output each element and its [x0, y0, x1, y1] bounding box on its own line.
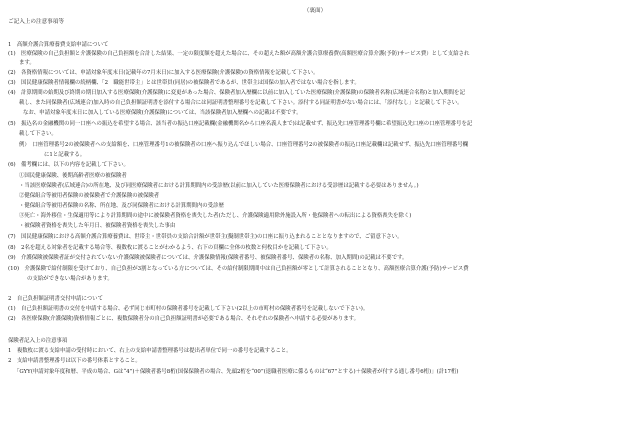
section-1-line: (9) 介護保険被保険者証が交付されていない介護保険被保険者については、介護保険情報(保険者番号、被保険者番号、保険者の名称、加入期間)の記載は不要です。	[8, 255, 408, 261]
section-1-line: 載し、また同保険者(広域連合)加入時の自己負担額証明書を添付する場合には同証明書整理番号を記載して下さい。添付する同証明書がない場合には、「添付なし」と記載して下さい。	[19, 100, 463, 106]
section-3-heading: 保険者記入上の注意事項	[8, 338, 68, 344]
section-1-line: (4) 計算期間の始期及び終期の期日加入する医療保険(介護保険)に変更があった場合、保険者加入歴欄に以前に加入していた医療保険(介護保険)の保険者名称(広域連合名称)と加入期間を記	[8, 90, 465, 96]
section-2-line: (1) 自己負担額証明書の交付を申請する場合、必ず同じ市町村の保険者番号を記載して下さい(2以上の市町村の保険者番号を記載しないで下さい)。	[8, 306, 369, 312]
section-1-line: ・被保険者資格を喪失した年月日、被保険者資格を喪失した事由	[19, 223, 176, 229]
section-3-line: 2 支給申請書整理番号は以下の番号体系とすること。	[8, 358, 141, 364]
section-1-line: 例） 口座管理番号2の被保険者への支給額を、口座管理番号1の被保険者の口座へ振り込んでほしい場合、口座管理番号2の被保険者の振込口座記載欄は記載せず、振込先口座管理番号欄	[19, 142, 469, 148]
section-1-line: 載して下さい。	[19, 131, 57, 137]
section-1-line: (10) 介護保険で給付制限を受けており、自己負担が3割となっている方については、その給付制限期間中は自己負担額が零として計算されることとなり、高額医療合算介護(予防)サービス費	[8, 266, 469, 272]
section-3-line: 1 複数枚に渡る支給申請の受付時において、右上の支給申請書整理番号は提出者単位で同一の番号を記載すること。	[8, 348, 292, 354]
section-1-heading: 1 高額介護合算療養費支給申請について	[8, 42, 109, 48]
section-1-line: (2) 各資格情報については、申請対象年度末日(記載年の7月末日)に加入する医療保険(介護保険)の資格情報を記載して下さい。	[8, 70, 319, 76]
section-1-line: ③死亡・海外移住・生保適用等により計算期間の途中に被保険者資格を喪失した者(ただし、介護保険適用除外施設入所・他保険者への転出による資格喪失を除く)	[19, 213, 412, 219]
section-1-line: (6) 備考欄には、以下の内容を記載して下さい。	[8, 162, 129, 168]
section-1-line: ・当該医療保険者(広域連合)の所在地、及び同医療保険者における計算期間内の受診歴(以前に加入していた医療保険者における受診歴は記載する必要はありません。)	[19, 183, 419, 189]
section-1-line: ②健保組合等被用者保険の被保険者で介護保険の被保険者	[19, 193, 160, 199]
section-1-line: に1と記載する。	[44, 152, 86, 158]
section-1-line: なお、申請対象年度末日に加入している医療保険(介護保険)については、当該保険者加入歴欄への記載は不要です。	[23, 110, 302, 116]
page-side-label: （裏面）	[303, 8, 327, 14]
section-1-line: (3) 国民健康保険者情報欄の続柄欄、「2 職能世帯主」とは世帯員(同居)の被保険者であるが、世帯主は国保の加入者ではない場合を指します。	[8, 80, 360, 86]
section-1-line: (1) 医療保険の自己負担額と介護保険の自己負担額を合計した結果、一定の限度額を超えた場合に、その超えた額が高額介護合算療養費(高額医療合算介護(予防)サービス費）として支給され	[8, 51, 470, 57]
section-2-heading: 2 自己負担額証明書交付申請について	[8, 296, 103, 302]
section-1-line: (7) 国民健康保険における高額介護合算療養費は、世帯主・世帯員の支給合計額が世帯主(擬制世帯主)の口座に振り込まれることとなりますので、ご留意下さい。	[8, 234, 403, 240]
section-2-line: (2) 各医療保険(介護保険)資格情報ごとに、複数保険者分の自己負担額証明書が必要である場合、それぞれの保険者へ申請する必要があります。	[8, 316, 360, 322]
section-1-line: ①国民健康保険、後期高齢者医療の被保険者	[19, 173, 127, 179]
section-1-line: (5) 振込名の金融機関の同一口座への振込を希望する場合、該当者の振込口座記載欄(金融機関名から口座名義人まで)は記載せず、振込先口座管理番号欄に希望振込先口座の口座管理番号を記	[8, 121, 473, 127]
page-subtitle: ご記入上の注意事項等	[8, 19, 64, 25]
section-1-line: ます。	[19, 60, 35, 66]
section-1-line: の支給ができない場合があります。	[27, 276, 113, 282]
section-1-line: (8) 2名を超える対象者を記載する場合等、複数枚に渡ることがわかるよう、右下の頁欄に全体の枚数と何枚目かを記載して下さい。	[8, 245, 332, 251]
numbering-formula: 「GYY(申請対象年度和暦、平成の場合、Gは“4”)＋保険者番号8桁(国保保険者の場合、先頭2桁を“00”(退職者医療に係るものは“67”とする)＋保険者が付する通し番号6桁)」(計17桁)	[14, 369, 459, 375]
section-1-line: ・健保組合等被用者保険の名称、所在地、及び同保険者における計算期間内の受診歴	[19, 203, 224, 209]
